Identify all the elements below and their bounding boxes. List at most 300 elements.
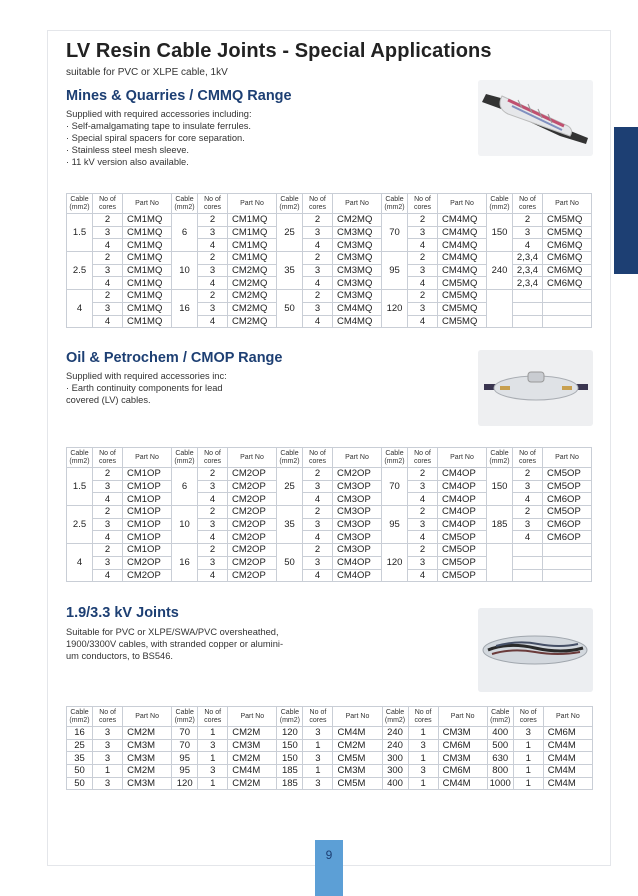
cable-size-cell: 1.5 — [67, 468, 93, 506]
header-cable-size: Cable (mm2) — [172, 194, 198, 214]
cores-cell: 1 — [513, 777, 543, 790]
table-row — [67, 264, 592, 277]
cable-size-cell: 185 — [277, 777, 303, 790]
part-no-cell: CM4M — [333, 727, 382, 740]
header-part-no: Part No — [543, 448, 592, 468]
cable-size-cell: 95 — [172, 765, 198, 778]
header-no-of-cores: No of cores — [408, 448, 438, 468]
cores-cell: 2 — [93, 252, 123, 265]
cores-cell: 4 — [198, 315, 228, 328]
part-no-cell: CM4OP — [438, 493, 487, 506]
table-row — [67, 569, 592, 582]
cable-size-cell: 25 — [277, 468, 303, 506]
cable-size-cell: 630 — [487, 752, 513, 765]
header-cable-size: Cable (mm2) — [67, 707, 93, 727]
cores-cell: 2 — [513, 506, 543, 519]
part-no-cell: CM3M — [123, 777, 172, 790]
part-no-cell: CM3M — [123, 739, 172, 752]
cores-cell: 4 — [93, 531, 123, 544]
part-no-cell: CM4M — [438, 777, 487, 790]
part-no-cell: CM1MQ — [123, 277, 172, 290]
cable-size-cell: 6 — [172, 214, 198, 252]
cores-cell: 3 — [93, 777, 123, 790]
table-row — [67, 752, 593, 765]
cores-cell: 3 — [93, 480, 123, 493]
cores-cell: 2,3,4 — [513, 277, 543, 290]
part-no-cell: CM6M — [438, 765, 487, 778]
page-title: LV Resin Cable Joints - Special Applications — [66, 40, 492, 62]
part-no-cell: CM4M — [543, 752, 592, 765]
part-no-cell: CM2MQ — [228, 264, 277, 277]
table-row — [67, 518, 592, 531]
header-no-of-cores: No of cores — [198, 194, 228, 214]
cores-cell — [513, 569, 543, 582]
cores-cell: 1 — [93, 765, 123, 778]
part-no-cell: CM2M — [123, 727, 172, 740]
table-row — [67, 468, 592, 481]
cores-cell: 4 — [303, 531, 333, 544]
header-cable-size: Cable (mm2) — [382, 194, 408, 214]
table-row — [67, 302, 592, 315]
cable-size-cell: 16 — [172, 290, 198, 328]
page-number: 9 — [315, 840, 343, 896]
cores-cell — [513, 315, 543, 328]
cores-cell: 1 — [408, 727, 438, 740]
header-part-no: Part No — [333, 194, 382, 214]
cable-size-cell: 35 — [67, 752, 93, 765]
part-no-cell: CM2OP — [228, 506, 277, 519]
part-no-cell: CM3MQ — [333, 226, 382, 239]
part-no-cell: CM2OP — [228, 468, 277, 481]
part-no-cell: CM1MQ — [123, 226, 172, 239]
cores-cell: 4 — [513, 239, 543, 252]
cores-cell: 2 — [408, 290, 438, 303]
cable-size-cell: 6 — [172, 468, 198, 506]
part-no-cell: CM4OP — [438, 506, 487, 519]
part-no-cell: CM5MQ — [543, 214, 592, 227]
cable-size-cell: 120 — [172, 777, 198, 790]
table-row — [67, 739, 593, 752]
table-row — [67, 765, 593, 778]
header-cable-size: Cable (mm2) — [382, 707, 408, 727]
part-no-cell: CM1OP — [123, 480, 172, 493]
cores-cell: 3 — [408, 556, 438, 569]
cable-size-cell: 16 — [172, 544, 198, 582]
header-part-no: Part No — [438, 448, 487, 468]
table-row — [67, 544, 592, 557]
cores-cell: 3 — [198, 739, 228, 752]
part-no-cell — [543, 569, 592, 582]
part-no-cell: CM4OP — [438, 518, 487, 531]
cable-size-cell: 4 — [67, 544, 93, 582]
part-no-cell: CM6OP — [543, 518, 592, 531]
section-description-oil: Supplied with required accessories inc: · Earth continuity components for lead covered (LV) cables. — [66, 371, 227, 405]
cores-cell: 1 — [513, 752, 543, 765]
part-no-cell: CM1MQ — [228, 239, 277, 252]
part-no-cell: CM4M — [543, 765, 592, 778]
part-no-cell: CM2MQ — [333, 214, 382, 227]
part-no-cell: CM5M — [333, 777, 382, 790]
cores-cell: 1 — [198, 777, 228, 790]
cable-size-cell: 300 — [382, 752, 408, 765]
cores-cell: 2 — [303, 506, 333, 519]
part-no-cell — [543, 302, 592, 315]
cable-size-cell: 95 — [172, 752, 198, 765]
cores-cell: 4 — [513, 531, 543, 544]
cores-cell: 2 — [408, 544, 438, 557]
cores-cell: 4 — [198, 493, 228, 506]
header-cable-size: Cable (mm2) — [172, 448, 198, 468]
cores-cell — [513, 556, 543, 569]
header-part-no: Part No — [228, 194, 277, 214]
part-no-cell: CM2OP — [228, 493, 277, 506]
cores-cell: 2 — [93, 290, 123, 303]
cable-size-cell: 240 — [382, 727, 408, 740]
header-cable-size: Cable (mm2) — [172, 707, 198, 727]
cores-cell: 3 — [408, 765, 438, 778]
part-no-cell — [543, 315, 592, 328]
part-no-cell: CM2OP — [228, 518, 277, 531]
cable-size-cell: 95 — [382, 506, 408, 544]
part-no-cell: CM3OP — [333, 518, 382, 531]
table-row — [67, 480, 592, 493]
part-no-cell: CM3M — [333, 765, 382, 778]
part-no-cell: CM2OP — [333, 468, 382, 481]
cores-cell: 4 — [408, 239, 438, 252]
header-cable-size: Cable (mm2) — [382, 448, 408, 468]
cable-size-cell: 70 — [172, 739, 198, 752]
cores-cell: 2 — [303, 252, 333, 265]
cores-cell: 1 — [198, 752, 228, 765]
part-no-cell: CM3MQ — [333, 290, 382, 303]
header-no-of-cores: No of cores — [303, 194, 333, 214]
table-header-row — [67, 707, 593, 727]
cores-cell: 3 — [198, 518, 228, 531]
cores-cell: 2 — [408, 252, 438, 265]
cores-cell: 4 — [93, 493, 123, 506]
table-row — [67, 315, 592, 328]
cable-size-cell: 10 — [172, 506, 198, 544]
cores-cell: 3 — [93, 752, 123, 765]
part-no-cell: CM3OP — [333, 480, 382, 493]
cores-cell: 4 — [198, 277, 228, 290]
part-no-cell: CM4M — [543, 739, 592, 752]
header-no-of-cores: No of cores — [93, 448, 123, 468]
cores-cell: 3 — [303, 264, 333, 277]
cable-size-cell: 4 — [67, 290, 93, 328]
cores-cell: 2 — [408, 506, 438, 519]
header-no-of-cores: No of cores — [408, 707, 438, 727]
part-no-cell: CM6MQ — [543, 252, 592, 265]
part-no-cell: CM2OP — [123, 556, 172, 569]
cores-cell: 2 — [513, 214, 543, 227]
part-no-cell: CM2MQ — [228, 315, 277, 328]
cores-cell: 3 — [198, 302, 228, 315]
table-row — [67, 226, 592, 239]
part-no-cell: CM3M — [438, 752, 487, 765]
cable-size-cell: 10 — [172, 252, 198, 290]
part-no-cell: CM5MQ — [438, 277, 487, 290]
cores-cell: 2 — [408, 214, 438, 227]
cores-cell: 4 — [198, 531, 228, 544]
part-no-cell: CM4MQ — [438, 214, 487, 227]
header-part-no: Part No — [123, 707, 172, 727]
cores-cell: 3 — [303, 480, 333, 493]
header-cable-size: Cable (mm2) — [487, 707, 513, 727]
cable-size-cell: 120 — [277, 727, 303, 740]
part-no-cell: CM2M — [228, 727, 277, 740]
cores-cell: 3 — [198, 556, 228, 569]
cores-cell: 3 — [93, 264, 123, 277]
table-row — [67, 493, 592, 506]
part-no-cell: CM6OP — [543, 531, 592, 544]
cores-cell: 1 — [513, 739, 543, 752]
part-no-cell: CM3MQ — [333, 239, 382, 252]
cores-cell: 3 — [513, 226, 543, 239]
cores-cell: 2 — [408, 468, 438, 481]
parts-table-kv — [66, 706, 593, 790]
cable-size-cell: 70 — [382, 214, 408, 252]
part-no-cell: CM6M — [438, 739, 487, 752]
table-row — [67, 777, 593, 790]
part-no-cell: CM3MQ — [333, 264, 382, 277]
header-no-of-cores: No of cores — [198, 707, 228, 727]
cores-cell: 3 — [303, 752, 333, 765]
cores-cell: 4 — [93, 277, 123, 290]
header-part-no: Part No — [333, 707, 382, 727]
cores-cell: 2 — [303, 544, 333, 557]
part-no-cell: CM5MQ — [438, 315, 487, 328]
part-no-cell: CM6M — [543, 727, 592, 740]
page-subtitle: suitable for PVC or XLPE cable, 1kV — [66, 67, 228, 78]
cores-cell: 2 — [198, 468, 228, 481]
part-no-cell: CM4MQ — [438, 252, 487, 265]
cores-cell: 4 — [408, 493, 438, 506]
part-no-cell: CM3M — [438, 727, 487, 740]
table-row — [67, 252, 592, 265]
part-no-cell: CM2M — [228, 752, 277, 765]
part-no-cell: CM1MQ — [123, 239, 172, 252]
part-no-cell: CM4MQ — [333, 302, 382, 315]
cores-cell: 4 — [408, 531, 438, 544]
part-no-cell: CM3OP — [333, 544, 382, 557]
cores-cell: 3 — [408, 302, 438, 315]
header-part-no: Part No — [543, 194, 592, 214]
cores-cell: 1 — [408, 777, 438, 790]
part-no-cell: CM5OP — [543, 468, 592, 481]
cable-size-cell: 150 — [487, 214, 513, 252]
cable-size-cell: 150 — [277, 752, 303, 765]
cores-cell: 1 — [408, 752, 438, 765]
cable-size-cell: 50 — [277, 544, 303, 582]
cores-cell: 3 — [408, 226, 438, 239]
part-no-cell: CM4MQ — [438, 264, 487, 277]
cores-cell: 2 — [513, 468, 543, 481]
part-no-cell: CM4OP — [333, 556, 382, 569]
part-no-cell: CM1OP — [123, 468, 172, 481]
cable-size-cell: 50 — [67, 765, 93, 778]
product-photo-mines — [478, 80, 593, 156]
cable-size-cell: 70 — [172, 727, 198, 740]
cores-cell: 3 — [303, 302, 333, 315]
part-no-cell: CM3MQ — [333, 277, 382, 290]
header-cable-size: Cable (mm2) — [277, 448, 303, 468]
cores-cell: 1 — [303, 739, 333, 752]
part-no-cell: CM5OP — [438, 569, 487, 582]
part-no-cell: CM2M — [333, 739, 382, 752]
part-no-cell: CM3M — [123, 752, 172, 765]
header-no-of-cores: No of cores — [513, 194, 543, 214]
cores-cell: 4 — [303, 239, 333, 252]
header-part-no: Part No — [123, 448, 172, 468]
header-part-no: Part No — [543, 707, 592, 727]
part-no-cell: CM2OP — [123, 569, 172, 582]
cable-size-cell: 150 — [277, 739, 303, 752]
cores-cell: 2 — [93, 214, 123, 227]
part-no-cell: CM5MQ — [438, 302, 487, 315]
header-no-of-cores: No of cores — [93, 194, 123, 214]
part-no-cell — [543, 290, 592, 303]
part-no-cell: CM1OP — [123, 544, 172, 557]
cores-cell: 4 — [408, 569, 438, 582]
cores-cell: 3 — [408, 518, 438, 531]
part-no-cell: CM1MQ — [123, 302, 172, 315]
cores-cell: 4 — [303, 277, 333, 290]
cable-size-cell — [487, 544, 513, 582]
header-no-of-cores: No of cores — [303, 448, 333, 468]
part-no-cell: CM1MQ — [228, 226, 277, 239]
part-no-cell: CM1OP — [123, 493, 172, 506]
section-description-kv: Suitable for PVC or XLPE/SWA/PVC oversheathed, 1900/3300V cables, with stranded copper or alumini- um conductors, to BS546. — [66, 627, 284, 661]
part-no-cell: CM2OP — [228, 480, 277, 493]
header-no-of-cores: No of cores — [198, 448, 228, 468]
part-no-cell: CM1OP — [123, 518, 172, 531]
part-no-cell: CM4OP — [333, 569, 382, 582]
section-title-mines: Mines & Quarries / CMMQ Range — [66, 88, 292, 104]
cable-size-cell: 25 — [67, 739, 93, 752]
part-no-cell: CM2MQ — [228, 277, 277, 290]
table-row — [67, 239, 592, 252]
header-part-no: Part No — [228, 707, 277, 727]
side-color-tab — [614, 127, 638, 274]
cable-size-cell: 95 — [382, 252, 408, 290]
table-row — [67, 277, 592, 290]
part-no-cell: CM5OP — [438, 556, 487, 569]
cores-cell: 3 — [198, 480, 228, 493]
header-no-of-cores: No of cores — [303, 707, 333, 727]
cable-size-cell: 500 — [487, 739, 513, 752]
part-no-cell: CM2OP — [228, 531, 277, 544]
cable-size-cell: 35 — [277, 252, 303, 290]
part-no-cell — [543, 544, 592, 557]
cable-size-cell: 400 — [382, 777, 408, 790]
part-no-cell: CM2MQ — [228, 302, 277, 315]
cable-size-cell: 120 — [382, 290, 408, 328]
cores-cell: 3 — [93, 556, 123, 569]
cores-cell: 4 — [198, 569, 228, 582]
cable-size-cell: 50 — [277, 290, 303, 328]
cores-cell: 4 — [303, 569, 333, 582]
table-row — [67, 531, 592, 544]
part-no-cell: CM2M — [228, 777, 277, 790]
cores-cell: 3 — [513, 480, 543, 493]
part-no-cell: CM2OP — [228, 569, 277, 582]
header-part-no: Part No — [228, 448, 277, 468]
header-no-of-cores: No of cores — [513, 707, 543, 727]
cores-cell: 2 — [198, 544, 228, 557]
part-no-cell: CM4MQ — [333, 315, 382, 328]
part-no-cell: CM2M — [123, 765, 172, 778]
part-no-cell: CM3OP — [333, 531, 382, 544]
cores-cell: 2 — [198, 506, 228, 519]
cable-size-cell: 400 — [487, 727, 513, 740]
part-no-cell: CM5OP — [543, 506, 592, 519]
header-cable-size: Cable (mm2) — [487, 448, 513, 468]
cores-cell: 3 — [198, 765, 228, 778]
section-description-mines: Supplied with required accessories including: · Self-amalgamating tape to insulate ferrules. · Special spiral spacers for core separation. · Stainless steel mesh sleeve. · 11 kV version also available. — [66, 109, 252, 167]
part-no-cell: CM5MQ — [543, 226, 592, 239]
cores-cell: 4 — [93, 315, 123, 328]
cores-cell: 3 — [93, 302, 123, 315]
cores-cell: 2,3,4 — [513, 264, 543, 277]
cores-cell: 1 — [198, 727, 228, 740]
part-no-cell: CM1MQ — [123, 264, 172, 277]
cores-cell: 1 — [303, 765, 333, 778]
part-no-cell: CM6OP — [543, 493, 592, 506]
cores-cell: 4 — [408, 315, 438, 328]
cable-size-cell: 2.5 — [67, 506, 93, 544]
header-part-no: Part No — [333, 448, 382, 468]
part-no-cell: CM3OP — [333, 506, 382, 519]
section-title-oil: Oil & Petrochem / CMOP Range — [66, 350, 283, 366]
part-no-cell: CM3MQ — [333, 252, 382, 265]
cores-cell: 3 — [198, 264, 228, 277]
cores-cell: 3 — [303, 556, 333, 569]
table-row — [67, 290, 592, 303]
cores-cell: 2,3,4 — [513, 252, 543, 265]
cores-cell — [513, 290, 543, 303]
part-no-cell: CM2MQ — [228, 290, 277, 303]
cores-cell: 2 — [198, 290, 228, 303]
cores-cell: 1 — [513, 765, 543, 778]
part-no-cell: CM5OP — [543, 480, 592, 493]
part-no-cell: CM3OP — [333, 493, 382, 506]
table-row — [67, 556, 592, 569]
cores-cell: 2 — [303, 214, 333, 227]
cores-cell — [513, 302, 543, 315]
cores-cell: 4 — [303, 315, 333, 328]
cores-cell: 3 — [408, 264, 438, 277]
cores-cell: 4 — [198, 239, 228, 252]
header-no-of-cores: No of cores — [93, 707, 123, 727]
cable-size-cell: 240 — [487, 252, 513, 290]
part-no-cell: CM1MQ — [123, 315, 172, 328]
cable-size-cell: 2.5 — [67, 252, 93, 290]
table-header-row — [67, 194, 592, 214]
part-no-cell: CM1MQ — [123, 252, 172, 265]
part-no-cell: CM5OP — [438, 544, 487, 557]
cores-cell: 3 — [303, 518, 333, 531]
header-no-of-cores: No of cores — [513, 448, 543, 468]
part-no-cell: CM3M — [228, 739, 277, 752]
cores-cell: 3 — [198, 226, 228, 239]
table-row — [67, 727, 593, 740]
cores-cell: 3 — [513, 518, 543, 531]
cable-size-cell: 1.5 — [67, 214, 93, 252]
cable-size-cell: 120 — [382, 544, 408, 582]
part-no-cell: CM4OP — [438, 480, 487, 493]
part-no-cell: CM2OP — [228, 556, 277, 569]
